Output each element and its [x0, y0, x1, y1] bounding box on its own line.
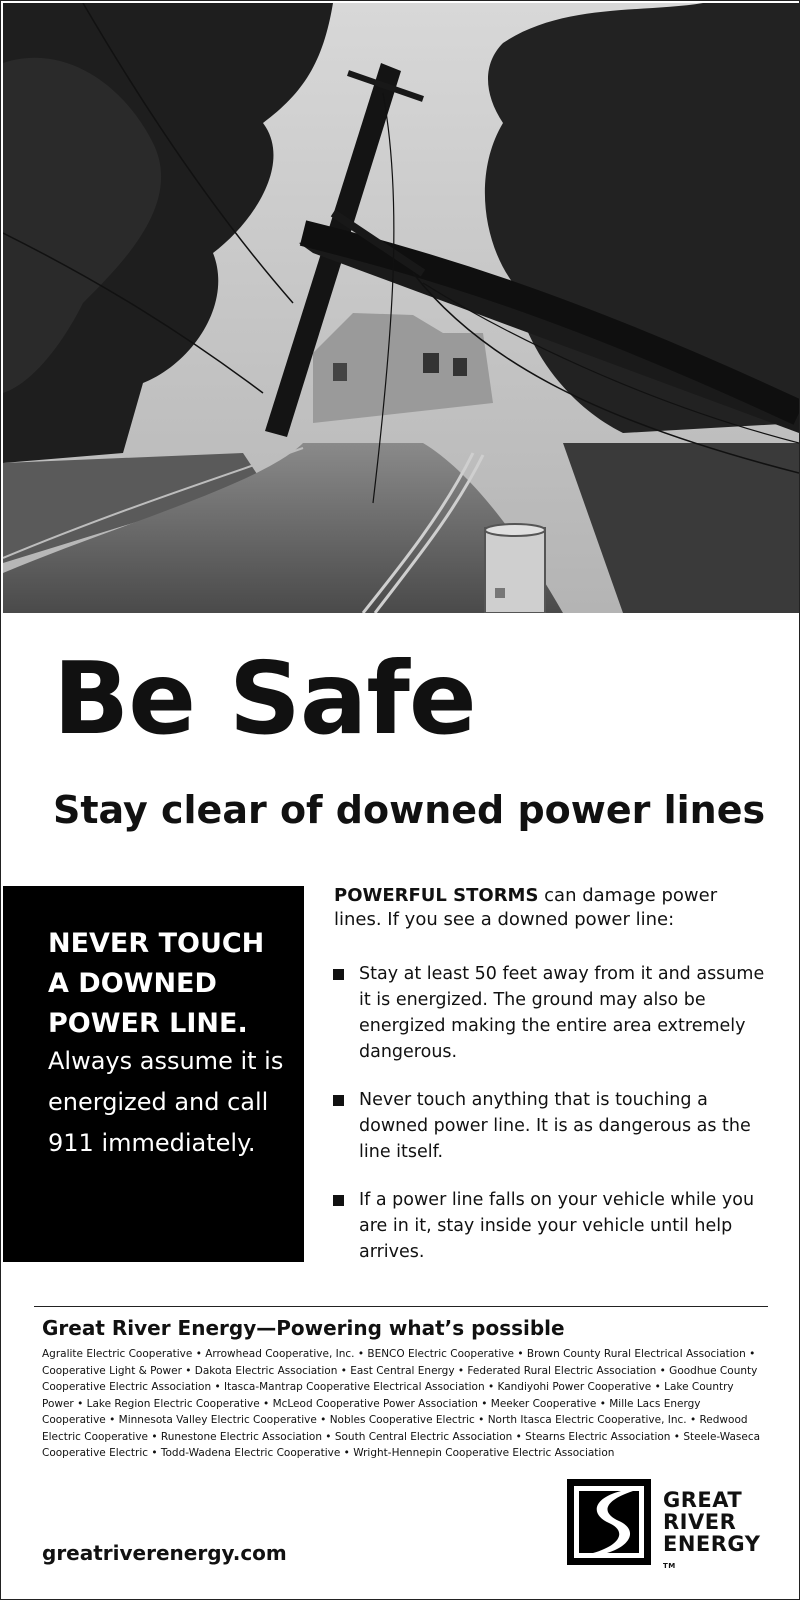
headline: Be Safe — [53, 640, 476, 757]
list-item — [331, 1087, 771, 1165]
footer-tagline: Great River Energy—Powering what’s possible — [42, 1316, 565, 1340]
list-item — [331, 1187, 771, 1265]
square-bullet-icon — [333, 969, 344, 980]
intro-rest: can damage power lines. If you see a downed power line: — [334, 885, 718, 930]
safety-tip-text: Never touch anything that is touching a downed power line. It is as dangerous as the line itself. — [359, 1090, 751, 1162]
warning-heading-line: A DOWNED — [48, 968, 217, 999]
logo-word: GREAT — [663, 1488, 743, 1512]
warning-body: Always assume it is energized and call 911 immediately. — [48, 1047, 284, 1157]
square-bullet-icon — [333, 1095, 344, 1106]
website-link[interactable]: greatriverenergy.com — [42, 1541, 287, 1565]
warning-heading — [48, 924, 288, 1044]
square-bullet-icon — [333, 1195, 344, 1206]
member-cooperatives-list: Agralite Electric Cooperative • Arrowhead Cooperative, Inc. • BENCO Electric Cooperative • Brown County Rural Electrical Association • Cooperative Light & Power • Dakota Electric Association • East Central Energy • Federated Rural Electric Association • Goodhue County Cooperative Electric Association • Itasca-Mantrap Cooperative Electrical Association • Kandiyohi Power Cooperative • Lake Country Power • Lake Region Electric Cooperative • McLeod Cooperative Power Association • Meeker Cooperative • Mille Lacs Energy Cooperative • Minnesota Valley Electric Cooperative • Nobles Cooperative Electric • North Itasca Electric Cooperative, Inc. • Redwood Electric Cooperative • Runestone Electric Association • South Central Electric Association • Stearns Electric Association • Steele-Waseca Cooperative Electric • Todd-Wadena Electric Cooperative • Wright-Hennepin Cooperative Electric Association — [42, 1348, 761, 1459]
great-river-energy-logo — [567, 1479, 777, 1570]
warning-heading-line: POWER LINE. — [48, 1008, 248, 1039]
river-logo-icon — [567, 1479, 651, 1565]
trademark-mark: TM — [663, 1562, 676, 1570]
logo-word: RIVER — [663, 1510, 737, 1534]
downed-power-pole-photo — [3, 3, 799, 613]
logo-word — [663, 1533, 760, 1577]
safety-tip-text: Stay at least 50 feet away from it and assume it is energized. The ground may also be energized making the entire area extremely dangerous. — [359, 964, 765, 1062]
logo-word-energy: ENERGY — [663, 1532, 761, 1556]
intro-paragraph — [334, 884, 764, 932]
intro-lead: POWERFUL STORMS — [334, 885, 539, 906]
footer-divider — [34, 1306, 768, 1307]
logo-wordmark — [663, 1489, 760, 1577]
warning-heading-line: NEVER TOUCH — [48, 928, 265, 959]
subheadline: Stay clear of downed power lines — [53, 788, 766, 832]
safety-tips-list — [331, 961, 771, 1287]
warning-callout — [3, 886, 304, 1262]
list-item — [331, 961, 771, 1065]
safety-tip-text: If a power line falls on your vehicle while you are in it, stay inside your vehicle until help arrives. — [359, 1190, 755, 1262]
storm-scene-illustration — [3, 3, 799, 613]
